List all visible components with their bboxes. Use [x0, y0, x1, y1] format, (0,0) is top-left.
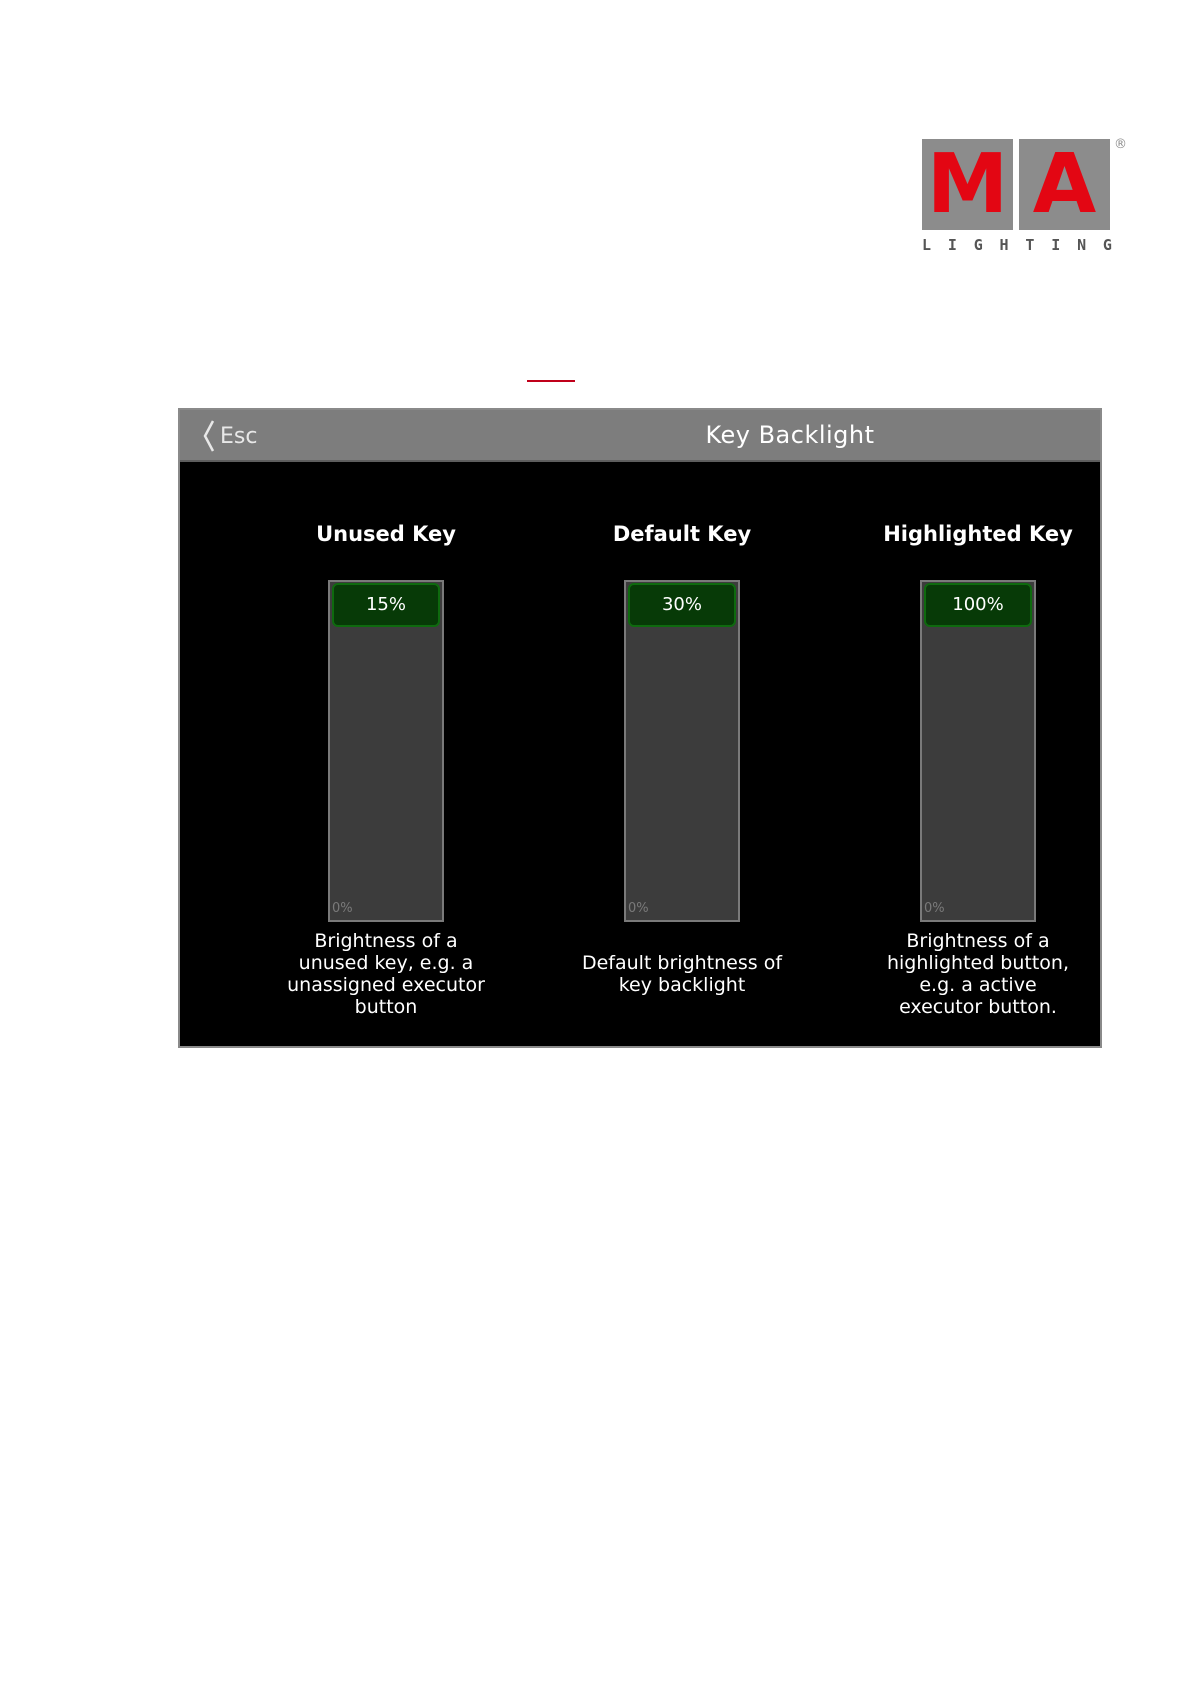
key-backlight-window [178, 408, 1102, 1048]
description-line: button [354, 996, 418, 1018]
brightness-fader[interactable] [328, 580, 444, 922]
description-line: unassigned executor [287, 974, 485, 996]
fader-value-readout: 30% [628, 583, 736, 627]
description-line: Brightness of a [314, 930, 458, 952]
logo-letter: L [922, 236, 932, 254]
description-line: unused key, e.g. a [298, 952, 474, 974]
registered-mark: ® [1114, 137, 1127, 152]
esc-label: Esc [220, 423, 258, 449]
logo-tile-a: A [1019, 139, 1110, 230]
fader-min-label: 0% [924, 901, 945, 916]
setting-highlighted-key [858, 522, 1098, 1022]
description-line: key backlight [618, 974, 746, 996]
title-bar [180, 410, 1100, 462]
logo-letter: I [1051, 236, 1061, 254]
logo-letter: H [999, 236, 1009, 254]
setting-unused-key [266, 522, 506, 1022]
description-line: highlighted button, [886, 952, 1070, 974]
logo-letter: G [973, 236, 983, 254]
ma-lighting-logo [922, 136, 1128, 257]
description-line: Default brightness of [581, 952, 783, 974]
description-line: Brightness of a [906, 930, 1050, 952]
brightness-fader[interactable] [920, 580, 1036, 922]
window-title: Key Backlight [705, 421, 875, 449]
fader-value-readout: 100% [924, 583, 1032, 627]
esc-button[interactable] [202, 418, 257, 454]
logo-subtitle [922, 236, 1112, 254]
logo-letter: G [1102, 236, 1112, 254]
setting-description [552, 952, 812, 996]
setting-heading: Highlighted Key [883, 522, 1073, 546]
fader-value-readout: 15% [332, 583, 440, 627]
logo-letter: T [1025, 236, 1035, 254]
description-line: e.g. a active [919, 974, 1037, 996]
brightness-fader[interactable] [624, 580, 740, 922]
logo-letter: I [947, 236, 957, 254]
setting-heading: Unused Key [316, 522, 456, 546]
setting-default-key [562, 522, 802, 1022]
logo-tile-m: M [922, 139, 1013, 230]
setting-description [256, 930, 516, 1018]
logo-letter: N [1077, 236, 1087, 254]
red-divider [527, 380, 575, 382]
setting-heading: Default Key [612, 522, 752, 546]
chevron-left-icon [202, 419, 216, 453]
fader-min-label: 0% [628, 901, 649, 916]
fader-min-label: 0% [332, 901, 353, 916]
description-line: executor button. [899, 996, 1057, 1018]
setting-description [848, 930, 1108, 1018]
